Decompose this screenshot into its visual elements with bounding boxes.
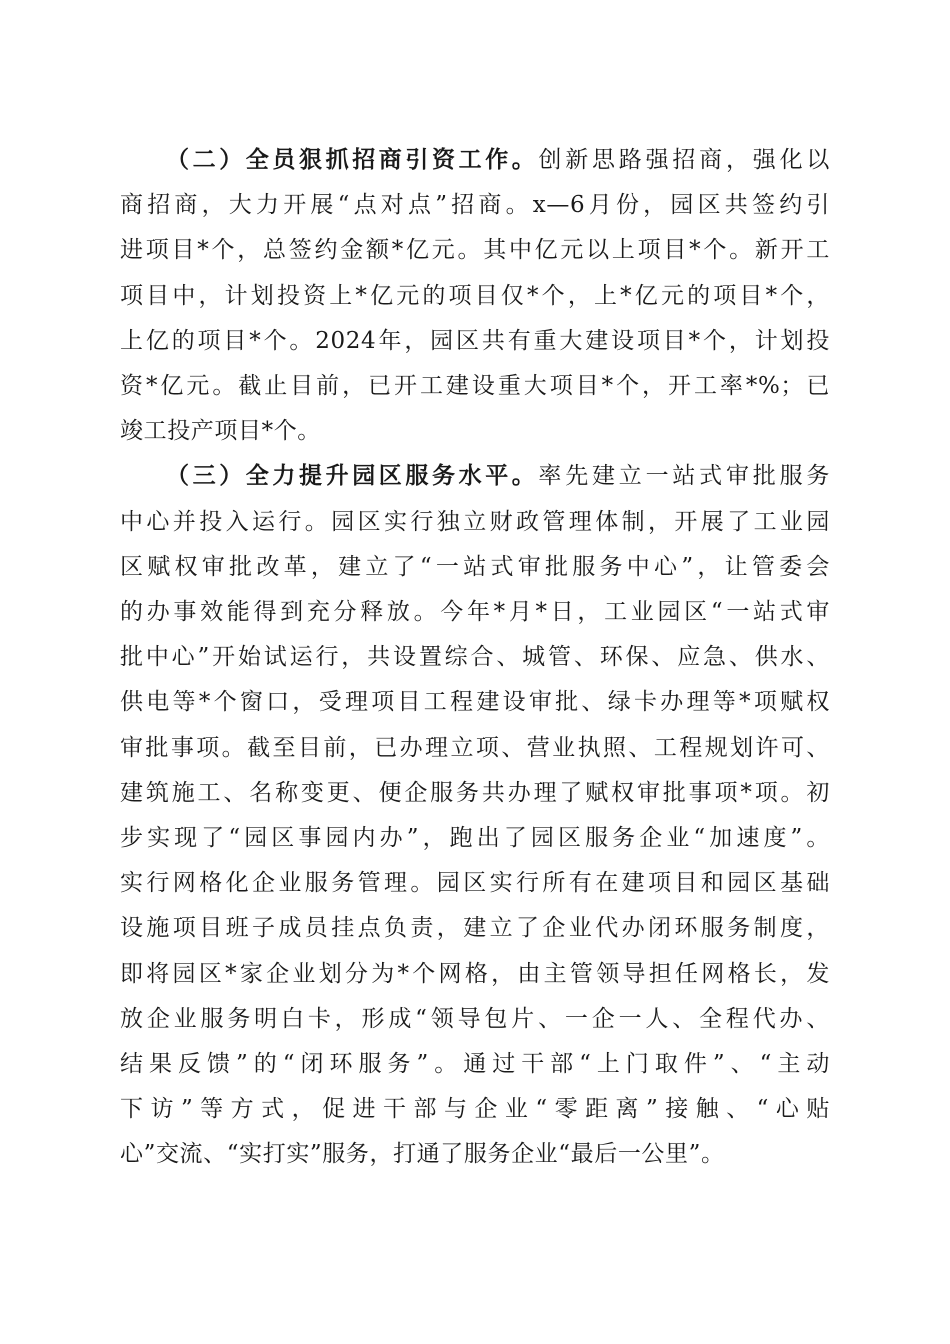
paragraph-line: 审批事项。截至目前，已办理立项、营业执照、工程规划许可、: [120, 734, 830, 761]
section-investment: [120, 138, 830, 454]
paragraph-first-line: [120, 138, 830, 183]
document-body: [120, 138, 830, 1178]
paragraph-text: 率先建立一站式审批服务: [538, 463, 830, 490]
section-service: [120, 454, 830, 1177]
paragraph-line: 供电等*个窗口，受理项目工程建设审批、绿卡办理等*项赋权: [120, 689, 830, 716]
paragraph-text: 创新思路强招商，强化以: [538, 147, 830, 173]
paragraph-line: 即将园区*家企业划分为*个网格，由主管领导担任网格长，发: [120, 960, 830, 987]
paragraph-line: 上亿的项目*个。2024年，园区共有重大建设项目*个，计划投: [120, 327, 830, 354]
paragraph-line: 中心并投入运行。园区实行独立财政管理体制，开展了工业园: [120, 508, 830, 535]
section-heading: （三）全力提升园区服务水平。: [166, 463, 539, 490]
paragraph-line: 商招商，大力开展“点对点”招商。x—6月份，园区共签约引: [120, 192, 830, 219]
paragraph-line: 步实现了“园区事园内办”，跑出了园区服务企业“加速度”。: [120, 825, 830, 852]
paragraph-line: 设施项目班子成员挂点负责，建立了企业代办闭环服务制度，: [120, 915, 830, 942]
paragraph-line: 区赋权审批改革，建立了“一站式审批服务中心”，让管委会: [120, 553, 830, 580]
section-heading: （二）全员狠抓招商引资工作。: [166, 147, 539, 173]
paragraph-line: 建筑施工、名称变更、便企服务共办理了赋权审批事项*项。初: [120, 779, 830, 806]
paragraph-line: 批中心”开始试运行，共设置综合、城管、环保、应急、供水、: [120, 644, 830, 671]
paragraph-line: 放企业服务明白卡，形成“领导包片、一企一人、全程代办、: [120, 1005, 830, 1032]
paragraph-line: 实行网格化企业服务管理。园区实行所有在建项目和园区基础: [120, 870, 830, 897]
paragraph-line: 的办事效能得到充分释放。今年*月*日，工业园区“一站式审: [120, 599, 830, 626]
paragraph-line: 项目中，计划投资上*亿元的项目仅*个，上*亿元的项目*个，: [120, 282, 830, 309]
paragraph-first-line: [120, 454, 830, 499]
paragraph-line: 进项目*个，总签约金额*亿元。其中亿元以上项目*个。新开工: [120, 237, 830, 264]
paragraph-line: 心”交流、“实打实”服务，打通了服务企业“最后一公里”。: [120, 1141, 725, 1168]
paragraph-line: 资*亿元。截止目前，已开工建设重大项目*个，开工率*%；已: [120, 373, 830, 400]
paragraph-line: 结果反馈”的“闭环服务”。通过干部“上门取件”、“主动: [120, 1051, 830, 1078]
paragraph-line: 竣工投产项目*个。: [120, 418, 321, 445]
paragraph-line: 下访”等方式，促进干部与企业“零距离”接触、“心贴: [120, 1096, 830, 1123]
